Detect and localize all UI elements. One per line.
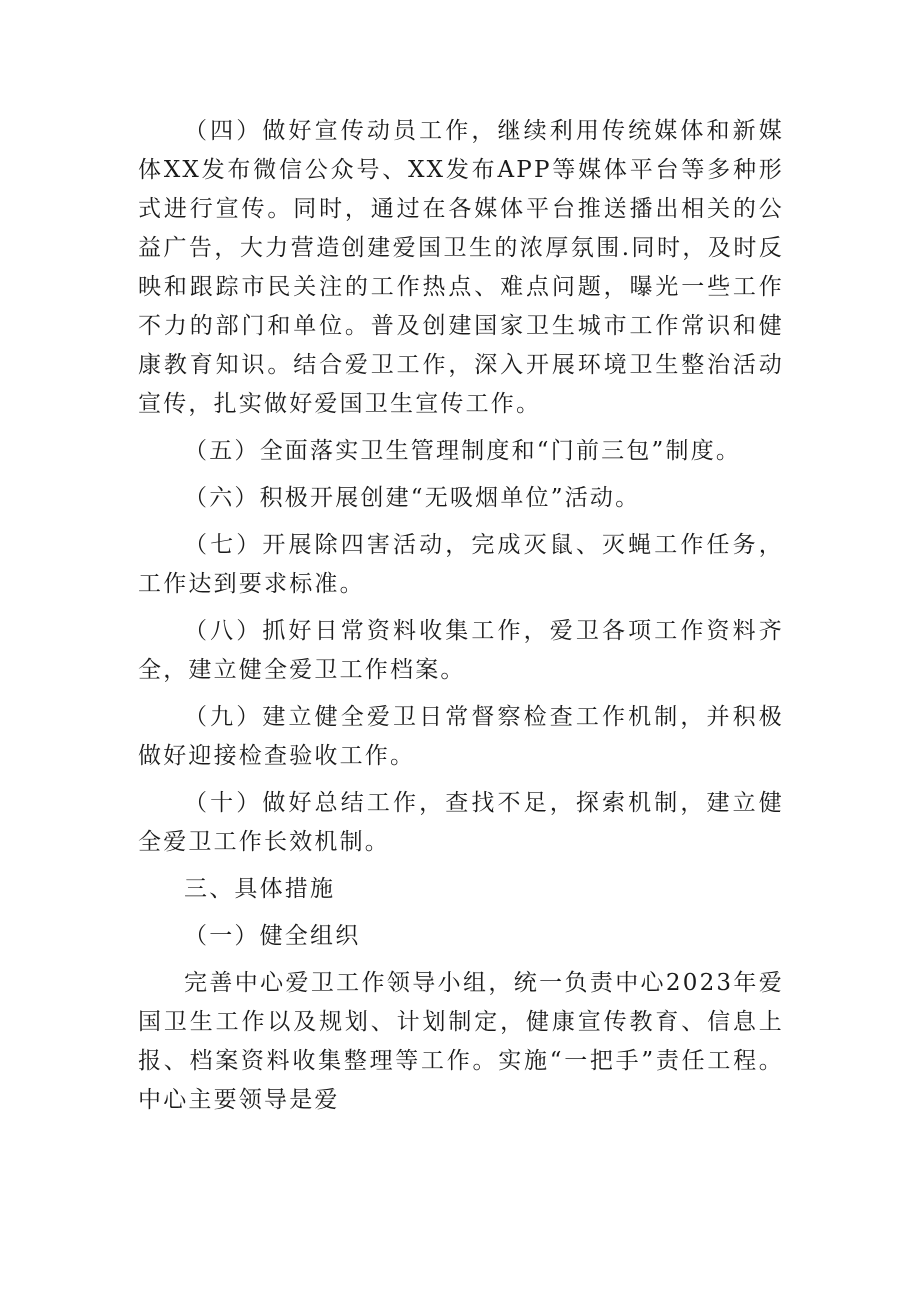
paragraph-publicity: （四）做好宣传动员工作，继续利用传统媒体和新媒体XX发布微信公众号、XX发布APP等媒体平台等多种形式进行宣传。同时，通过在各媒体平台推送播出相关的公益广告，大力营造创建爱国卫生的浓厚氛围.同时，及时反映和跟踪市民关注的工作热点、难点问题，曝光一些工作不力的部门和单位。普及创建国家卫生城市工作常识和健康教育知识。结合爱卫工作，深入开展环境卫生整治活动宣传，扎实做好爱国卫生宣传工作。	[138, 118, 784, 417]
paragraph-inspection: （九）建立健全爱卫日常督察检查工作机制，并积极做好迎接检查验收工作。	[138, 704, 784, 769]
paragraph-sanitation-rules: （五）全面落实卫生管理制度和“门前三包”制度。	[184, 438, 742, 464]
paragraph-summary: （十）做好总结工作，查找不足，探索机制，建立健全爱卫工作长效机制。	[138, 790, 784, 855]
document-body	[138, 112, 784, 1128]
subheading-organization: （一）健全组织	[184, 923, 361, 949]
paragraph-leadership-group: 完善中心爱卫工作领导小组，统一负责中心2023年爱国卫生工作以及规划、计划制定，健康宣传教育、信息上报、档案资料收集整理等工作。实施“一把手”责任工程。中心主要领导是爱	[138, 970, 784, 1113]
paragraph-no-smoking: （六）积极开展创建“无吸烟单位”活动。	[184, 485, 641, 511]
paragraph-records: （八）抓好日常资料收集工作，爱卫各项工作资料齐全，建立健全爱卫工作档案。	[138, 618, 784, 683]
paragraph-pest-control: （七）开展除四害活动，完成灭鼠、灭蝇工作任务，工作达到要求标准。	[138, 532, 784, 597]
section-heading-measures: 三、具体措施	[184, 876, 336, 902]
